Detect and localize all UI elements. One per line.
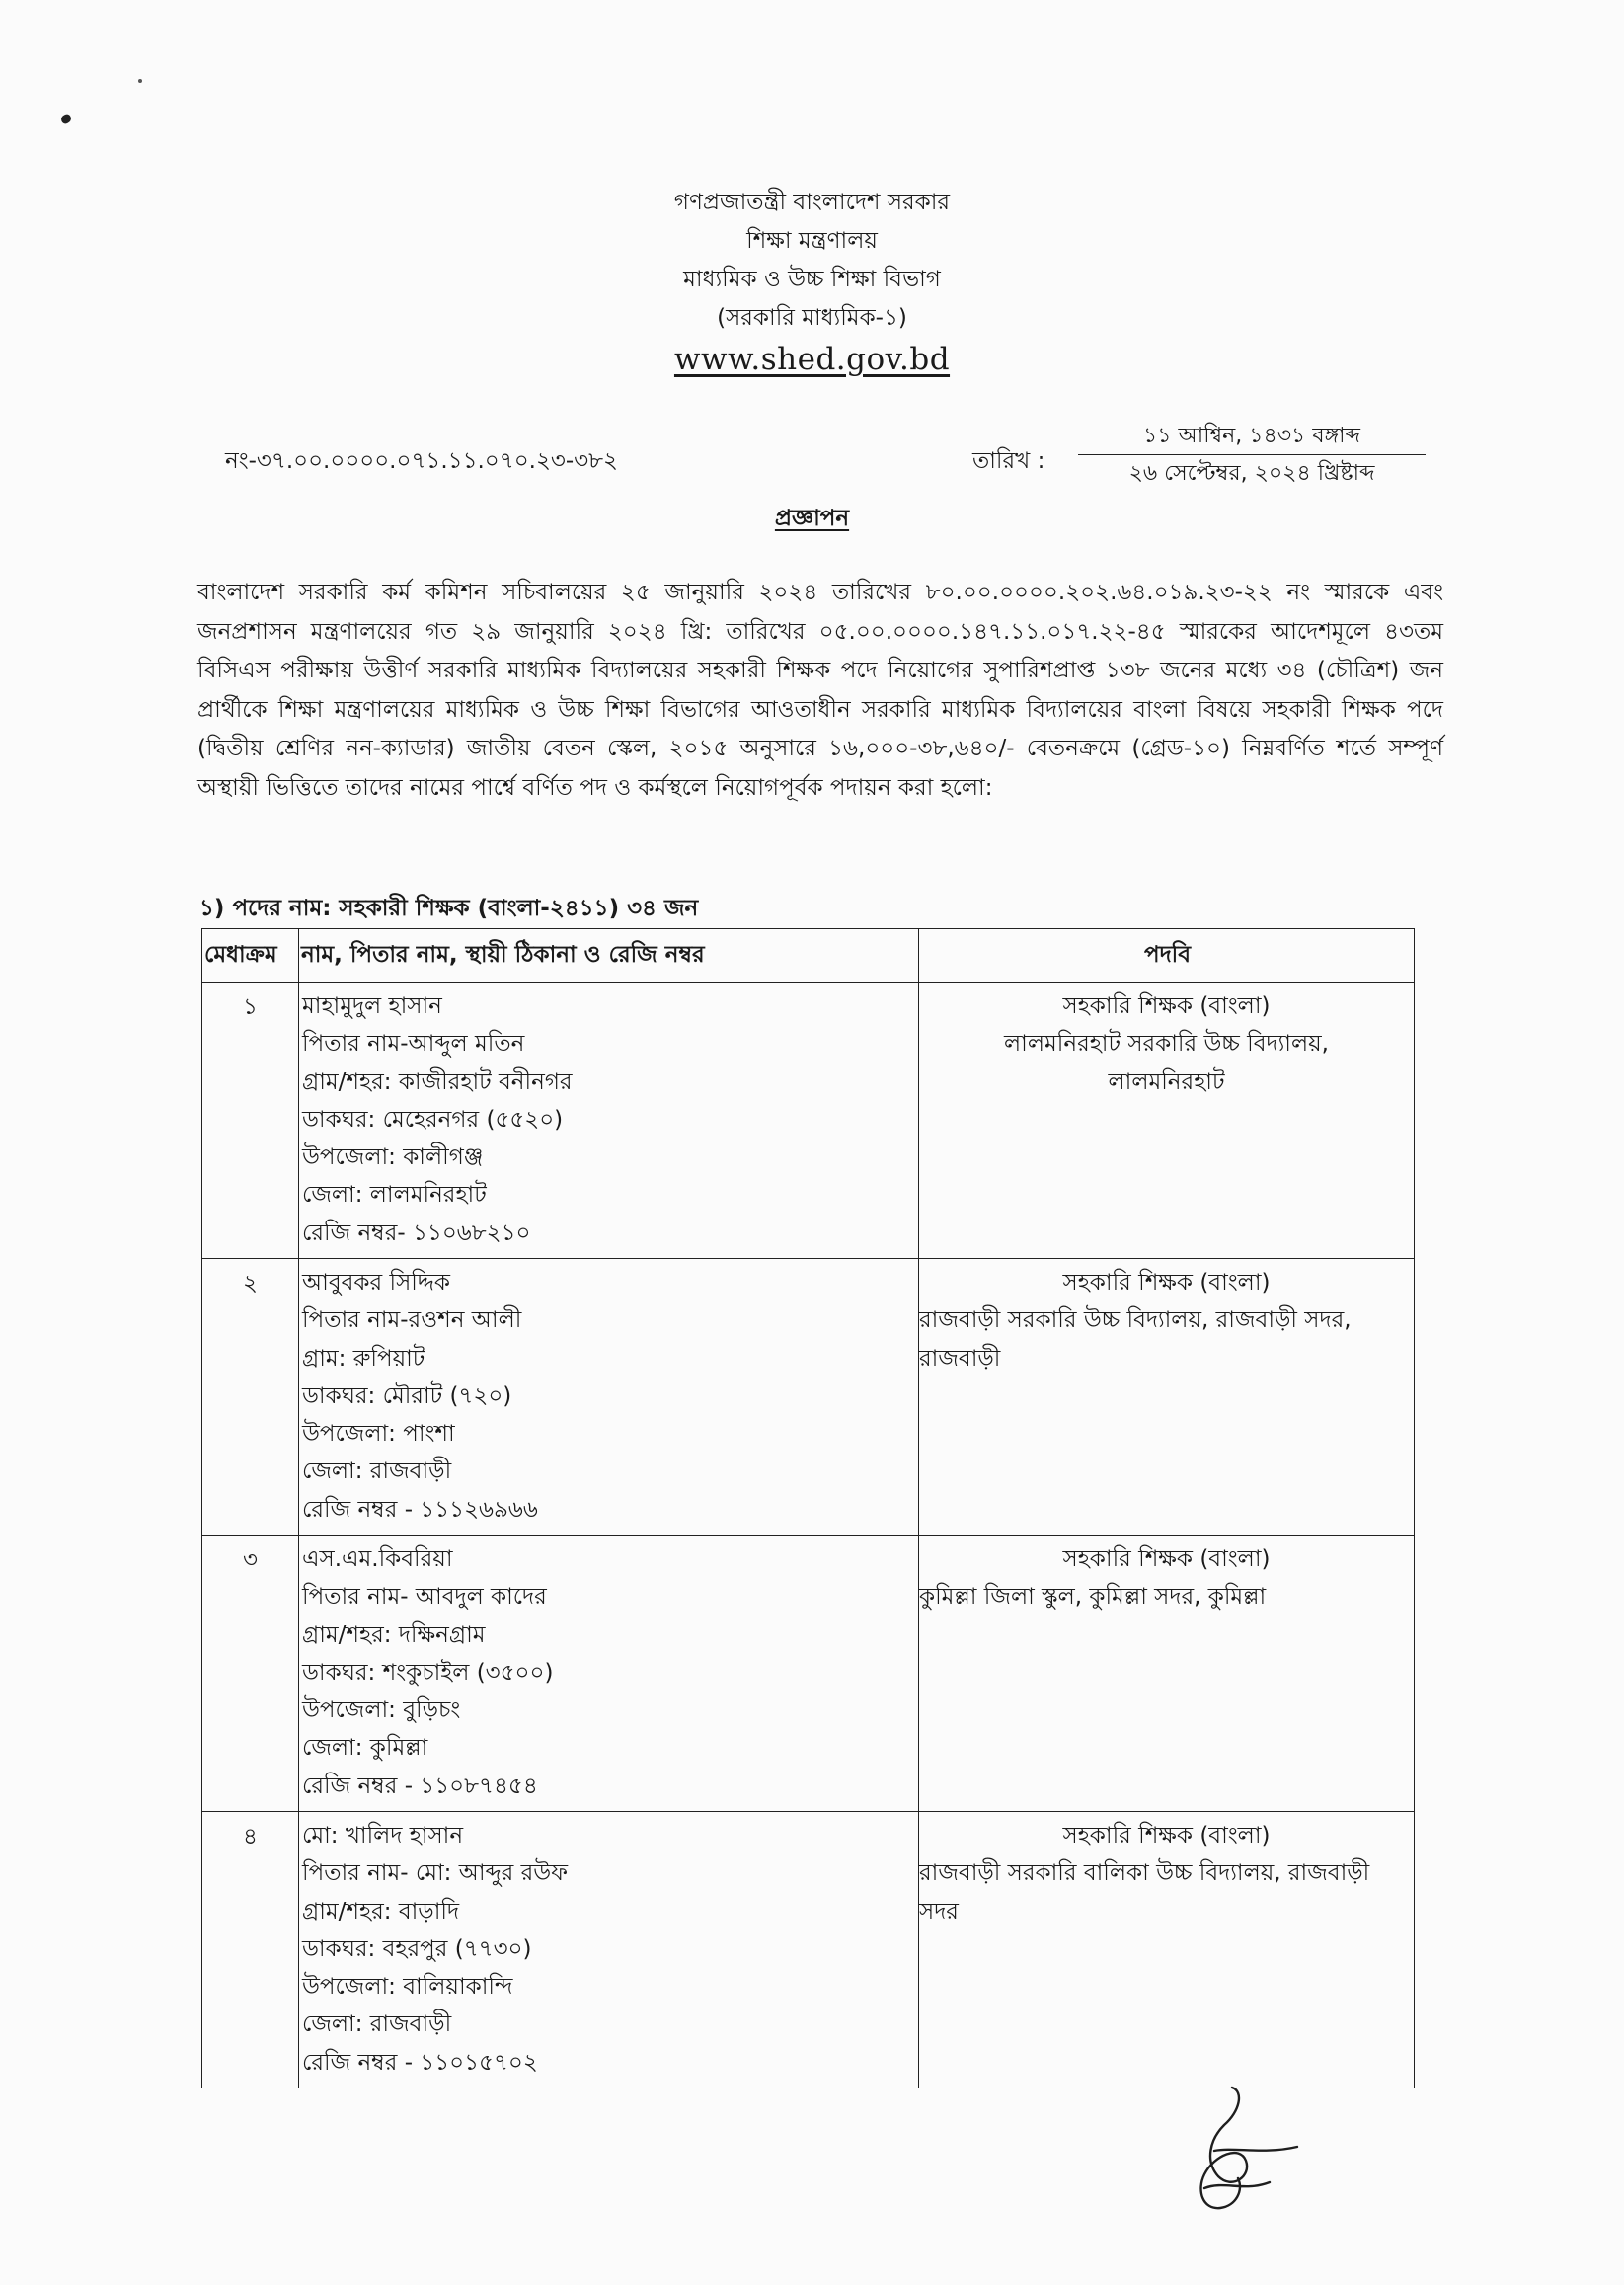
section-heading: ১) পদের নাম: সহকারী শিক্ষক (বাংলা-২৪১১) ৩৪ জন [199, 896, 699, 921]
table-row [202, 1812, 1415, 2088]
header-post: পদবি [919, 929, 1415, 983]
scan-speck [60, 114, 72, 125]
district: জেলা: রাজবাড়ী [302, 1458, 452, 1485]
government-name: গণপ্রজাতন্ত্রী বাংলাদেশ সরকার [673, 190, 951, 215]
row-serial: ১ [202, 983, 299, 1259]
row-serial: ৩ [202, 1536, 299, 1812]
row-serial: ৪ [202, 1812, 299, 2088]
workplace: লালমনিরহাট [1108, 1068, 1225, 1095]
candidate-name: মো: খালিদ হাসান [302, 1823, 464, 1849]
appointment-table [201, 928, 1415, 2088]
header-serial: মেধাক্রম [202, 929, 299, 983]
workplace: রাজবাড়ী সরকারি বালিকা উচ্চ বিদ্যালয়, রাজবাড়ী [919, 1860, 1370, 1887]
village: গ্রাম/শহর: দক্ষিনগ্রাম [302, 1621, 486, 1648]
notice-title [0, 500, 1624, 538]
district: জেলা: কুমিল্লা [302, 1735, 428, 1762]
registration-number: রেজি নম্বর - ১১০১৫৭০২ [302, 2049, 538, 2076]
letterhead [0, 184, 1624, 382]
workplace: কুমিল্লা জিলা স্কুল, কুমিল্লা সদর, কুমিল্লা [919, 1584, 1267, 1611]
notice-body: বাংলাদেশ সরকারি কর্ম কমিশন সচিবালয়ের ২৫ জানুয়ারি ২০২৪ তারিখের ৮০.০০.০০০০.২০২.৬৪.০১৯.২৩-২২ নং স্মারকে এবং জনপ্রশাসন মন্ত্রণালয়ের গত ২৯ জানুয়ারি ২০২৪ খ্রি: তারিখের ০৫.০০.০০০০.১৪৭.১১.০১৭.২২-৪৫ স্মারকের আদেশমূলে ৪৩তম বিসিএস পরীক্ষায় উত্তীর্ণ সরকারি মাধ্যমিক বিদ্যালয়ের সহকারী শিক্ষক পদে নিয়োগের সুপারিশপ্রাপ্ত ১৩৮ জনের মধ্যে ৩৪ (চৌত্রিশ) জন প্রার্থীকে শিক্ষা মন্ত্রণালয়ের মাধ্যমিক ও উচ্চ শিক্ষা বিভাগের আওতাধীন সরকারি মাধ্যমিক বিদ্যালয়ের বাংলা বিষয়ে সহকারী শিক্ষক পদে (দ্বিতীয় শ্রেণির নন-ক্যাডার) জাতীয় বেতন স্কেল, ২০১৫ অনুসারে ১৬,০০০-৩৮,৬৪০/- বেতনক্রমে (গ্রেড-১০) নিম্নবর্ণিত শর্তে সম্পূর্ণ অস্থায়ী ভিত্তিতে তাদের নামের পার্শ্বে বর্ণিত পদ ও কর্মস্থলে নিয়োগপূর্বক পদায়ন করা হলো: [197, 580, 1443, 801]
table-row [202, 1259, 1415, 1536]
candidate-name: এস.এম.কিবরিয়া [302, 1546, 453, 1572]
date-label: তারিখ : [972, 448, 1045, 474]
row-post [919, 983, 1415, 1259]
father-name: পিতার নাম- আবদুল কাদের [302, 1584, 547, 1611]
row-post [919, 1812, 1415, 2088]
branch-name: (সরকারি মাধ্যমিক-১) [717, 305, 907, 331]
date-english: ২৬ সেপ্টেম্বর, ২০২৪ খ্রিষ্টাব্দ [1128, 461, 1375, 486]
division-name: মাধ্যমিক ও উচ্চ শিক্ষা বিভাগ [683, 267, 941, 292]
upazila: উপজেলা: পাংশা [302, 1421, 455, 1448]
row-details [299, 1812, 919, 2088]
memo-number: নং-৩৭.০০.০০০০.০৭১.১১.০৭০.২৩-৩৮২ [225, 448, 619, 474]
registration-number: রেজি নম্বর - ১১০৮৭৪৫৪ [302, 1773, 538, 1799]
father-name: পিতার নাম-রওশন আলী [302, 1307, 522, 1334]
notice-title-text: প্রজ্ঞাপন [774, 506, 850, 531]
row-details [299, 983, 919, 1259]
workplace: লালমনিরহাট সরকারি উচ্চ বিদ্যালয়, [1004, 1031, 1329, 1058]
village: গ্রাম/শহর: কাজীরহাট বনীনগর [302, 1068, 573, 1095]
row-details [299, 1536, 919, 1812]
post-office: ডাকঘর: বহরপুর (৭৭৩০) [302, 1935, 532, 1962]
row-post [919, 1259, 1415, 1536]
upazila: উপজেলা: বালিয়াকান্দি [302, 1974, 513, 2001]
post-office: ডাকঘর: মেহেরনগর (৫৫২০) [302, 1106, 564, 1133]
father-name: পিতার নাম- মো: আব্দুর রউফ [302, 1860, 569, 1887]
date-block [1078, 419, 1426, 491]
upazila: উপজেলা: কালীগঞ্জ [302, 1144, 484, 1171]
table-row [202, 983, 1415, 1259]
district: জেলা: লালমনিরহাট [302, 1182, 487, 1209]
designation: সহকারি শিক্ষক (বাংলা) [1062, 993, 1271, 1019]
registration-number: রেজি নম্বর- ১১০৬৮২১০ [302, 1220, 531, 1246]
village: গ্রাম/শহর: বাড়াদি [302, 1898, 460, 1925]
village: গ্রাম: রুপিয়াট [302, 1345, 425, 1372]
workplace: সদর [919, 1898, 959, 1925]
designation: সহকারি শিক্ষক (বাংলা) [1062, 1270, 1271, 1296]
row-post [919, 1536, 1415, 1812]
designation: সহকারি শিক্ষক (বাংলা) [1062, 1546, 1271, 1572]
candidate-name: আবুবকর সিদ্দিক [302, 1270, 450, 1296]
upazila: উপজেলা: বুড়িচং [302, 1697, 461, 1724]
table-row [202, 1536, 1415, 1812]
workplace: রাজবাড়ী সরকারি উচ্চ বিদ্যালয়, রাজবাড়ী সদর, [919, 1307, 1352, 1334]
registration-number: রেজি নম্বর - ১১১২৬৯৬৬ [302, 1496, 538, 1523]
row-details [299, 1259, 919, 1536]
header-details: নাম, পিতার নাম, স্থায়ী ঠিকানা ও রেজি নম্বর [299, 929, 919, 983]
website-link[interactable]: www.shed.gov.bd [673, 342, 951, 377]
ministry-name: শিক্ষা মন্ত্রণালয় [746, 228, 878, 254]
row-serial: ২ [202, 1259, 299, 1536]
father-name: পিতার নাম-আব্দুল মতিন [302, 1031, 525, 1058]
signature-scribble [1175, 2082, 1303, 2220]
table-header-row [202, 929, 1415, 983]
post-office: ডাকঘর: মৌরাট (৭২০) [302, 1382, 512, 1409]
designation: সহকারি শিক্ষক (বাংলা) [1062, 1823, 1271, 1849]
candidate-name: মাহামুদুল হাসান [302, 993, 442, 1019]
scan-speck [138, 79, 142, 83]
post-office: ডাকঘর: শংকুচাইল (৩৫০০) [302, 1659, 554, 1686]
workplace: রাজবাড়ী [919, 1345, 1001, 1372]
date-bangla: ১১ আশ্বিন, ১৪৩১ বঙ্গাব্দ [1078, 419, 1426, 455]
district: জেলা: রাজবাড়ী [302, 2011, 452, 2038]
